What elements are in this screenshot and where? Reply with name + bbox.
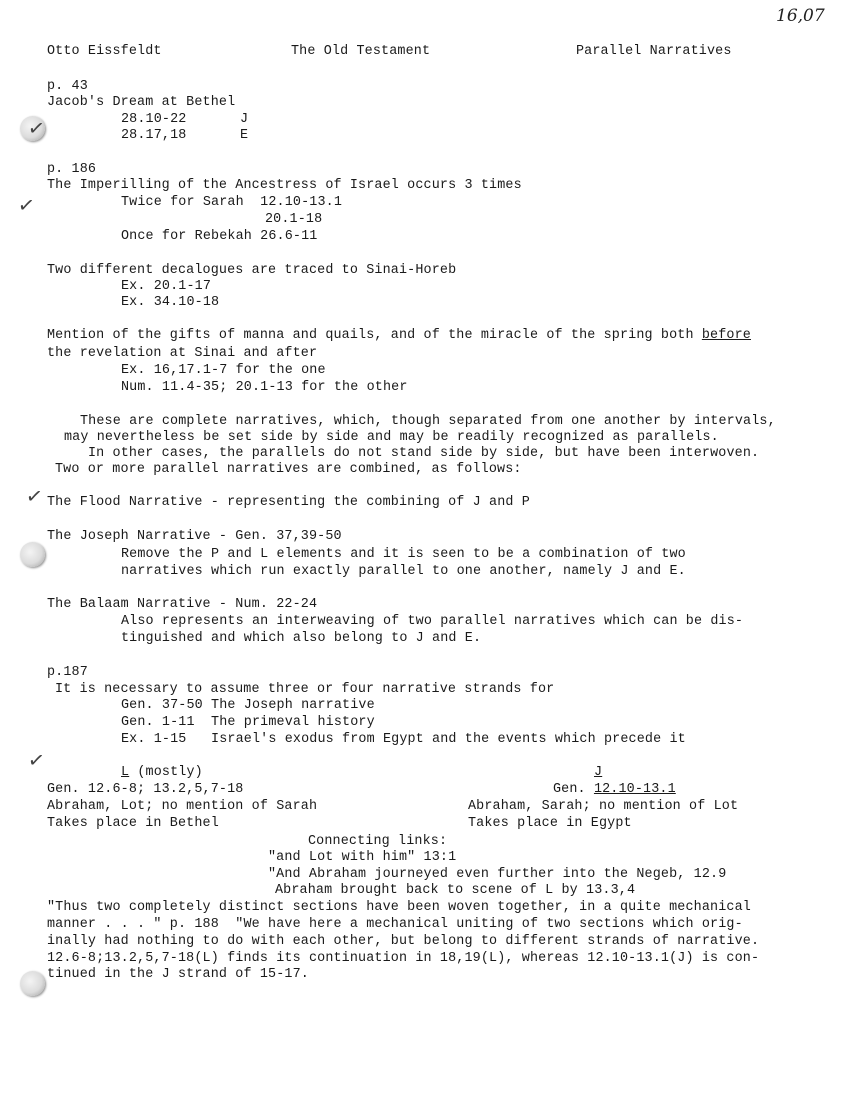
source-letter: L — [121, 765, 130, 780]
section-heading: The Flood Narrative - representing the combining of J and P — [47, 495, 530, 510]
paragraph-line: inally had nothing to do with each other, but belong to different strands of narrative. — [47, 934, 760, 949]
check-mark-icon: ✓ — [26, 114, 47, 142]
reference: Once for Rebekah 26.6-11 — [121, 229, 318, 244]
text-run: (mostly) — [129, 765, 203, 780]
page-ref: p. 43 — [47, 79, 88, 94]
paragraph-line: manner . . . " p. 188 "We have here a mechanical uniting of two sections which orig- — [47, 917, 743, 932]
check-mark-icon: ✓ — [16, 191, 37, 219]
paragraph-line: tinued in the J strand of 15-17. — [47, 967, 309, 982]
reference: Twice for Sarah 12.10-13.1 — [121, 195, 343, 210]
text-line: Takes place in Egypt — [468, 816, 632, 831]
page-ref: p. 186 — [47, 162, 97, 177]
section-heading: The Imperilling of the Ancestress of Israel occurs 3 times — [47, 178, 522, 193]
reference: 28.10-22 — [121, 112, 187, 127]
section-heading: The Joseph Narrative - Gen. 37,39-50 — [47, 529, 342, 544]
text-line: Remove the P and L elements and it is seen to be a combination of two — [121, 547, 686, 562]
section-heading: It is necessary to assume three or four narrative strands for — [55, 682, 555, 697]
column-heading-j: J — [594, 765, 603, 780]
connecting-link: "And Abraham journeyed even further into the Negeb, 12.9 — [268, 867, 727, 882]
section-heading — [47, 327, 751, 344]
text-line: Abraham, Sarah; no mention of Lot — [468, 799, 739, 814]
connecting-heading: Connecting links: — [308, 834, 448, 849]
paragraph-line: 12.6-8;13.2,5,7-18(L) finds its continuation in 18,19(L), whereas 12.10-13.1(J) is con- — [47, 951, 760, 966]
source-label: E — [240, 128, 249, 143]
text-line: the revelation at Sinai and after — [47, 346, 318, 361]
section-heading: The Balaam Narrative - Num. 22-24 — [47, 597, 318, 612]
check-mark-icon: ✓ — [24, 482, 45, 510]
reference: Ex. 34.10-18 — [121, 295, 220, 310]
connecting-link: Abraham brought back to scene of L by 13.3,4 — [275, 883, 636, 898]
reference: Ex. 1-15 Israel's exodus from Egypt and the events which precede it — [121, 732, 686, 747]
reference: 28.17,18 — [121, 128, 187, 143]
paragraph-line: Two or more parallel narratives are combined, as follows: — [55, 462, 522, 477]
paragraph-line: may nevertheless be set side by side and may be readily recognized as parallels. — [64, 430, 719, 445]
column-heading-l — [121, 764, 203, 781]
reference: Num. 11.4-35; 20.1-13 for the other — [121, 380, 408, 395]
text-line: Takes place in Bethel — [47, 816, 219, 831]
text-line: tinguished and which also belong to J and E. — [121, 631, 482, 646]
header-title: The Old Testament — [291, 44, 431, 59]
underlined-word: before — [701, 328, 751, 343]
reference: 20.1-18 — [265, 212, 323, 227]
text-line: narratives which run exactly parallel to one another, namely J and E. — [121, 564, 686, 579]
page-ref: p.187 — [47, 665, 88, 680]
reference — [553, 781, 676, 798]
underlined-reference: 12.10-13.1 — [593, 782, 676, 797]
reference: Gen. 37-50 The Joseph narrative — [121, 698, 375, 713]
paragraph-line: These are complete narratives, which, though separated from one another by intervals, — [80, 414, 776, 429]
reference: Ex. 16,17.1-7 for the one — [121, 363, 326, 378]
section-heading: Two different decalogues are traced to Sinai-Horeb — [47, 263, 457, 278]
paragraph-line: In other cases, the parallels do not stand side by side, but have been interwoven. — [88, 446, 760, 461]
text-run: Gen. — [553, 782, 594, 797]
paragraph-line: "Thus two completely distinct sections have been woven together, in a quite mechanical — [47, 900, 751, 915]
check-mark-icon: ✓ — [26, 746, 47, 774]
header-author: Otto Eissfeldt — [47, 44, 162, 59]
source-label: J — [240, 112, 249, 127]
reference: Gen. 1-11 The primeval history — [121, 715, 375, 730]
reference: Gen. 12.6-8; 13.2,5,7-18 — [47, 782, 244, 797]
section-heading: Jacob's Dream at Bethel — [47, 95, 236, 110]
punch-hole-middle — [20, 542, 45, 567]
text-run: Mention of the gifts of manna and quails, and of the miracle of the spring both — [47, 328, 702, 343]
text-line: Abraham, Lot; no mention of Sarah — [47, 799, 318, 814]
text-line: Also represents an interweaving of two parallel narratives which can be dis- — [121, 614, 744, 629]
header-subject: Parallel Narratives — [576, 44, 732, 59]
connecting-link: "and Lot with him" 13:1 — [268, 850, 457, 865]
punch-hole-bottom — [20, 971, 45, 996]
reference: Ex. 20.1-17 — [121, 279, 212, 294]
handwritten-page-number: 16,07 — [776, 6, 825, 26]
